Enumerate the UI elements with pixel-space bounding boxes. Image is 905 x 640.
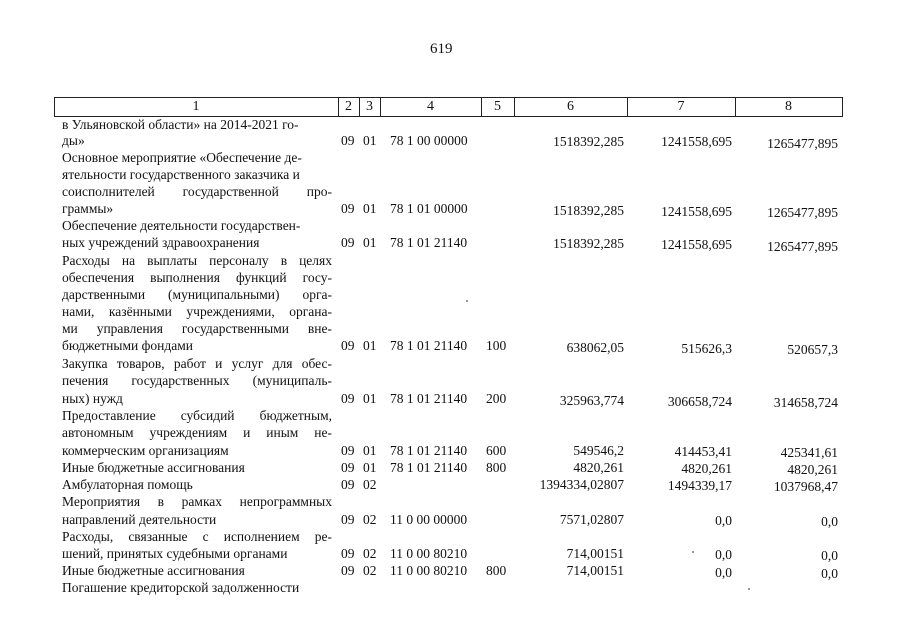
row-desc-line: соисполнителей государственной про-: [62, 184, 332, 199]
row-desc-line: Расходы, связанные с исполнением ре-: [62, 529, 332, 544]
row-code-target: 78 1 01 21140: [390, 391, 468, 406]
row-value-col6: 325963,774: [559, 393, 624, 408]
row-desc-line: бюджетными фондами: [62, 338, 193, 353]
row-desc-line: обеспечения выполнения функций госу-: [62, 270, 332, 285]
row-desc-line: шений, принятых судебными органами: [62, 546, 288, 561]
row-code-target: 11 0 00 80210: [390, 546, 468, 561]
row-value-col7: 1241558,695: [661, 134, 732, 149]
row-desc-line: Расходы на выплаты персоналу в целях: [62, 253, 332, 268]
row-desc-line: ми управления государственными вне-: [62, 321, 332, 336]
row-value-col8: 1265477,895: [767, 136, 838, 151]
row-value-col6: 638062,05: [566, 340, 624, 355]
row-code-expense-type: 200: [486, 391, 507, 406]
row-code-expense-type: 800: [486, 563, 507, 578]
row-desc-line: ды»: [62, 133, 85, 148]
row-code-section: 09: [341, 235, 355, 250]
scan-speck: [466, 300, 468, 302]
header-col-3: 3: [366, 99, 373, 114]
row-code-subsection: 01: [363, 235, 377, 250]
row-desc-line: коммерческим организациям: [62, 443, 229, 458]
row-value-col6: 1394334,02807: [539, 477, 624, 492]
row-desc-line: в Ульяновской области» на 2014-2021 го-: [62, 117, 299, 132]
row-desc-line: Погашение кредиторской задолженности: [62, 580, 300, 595]
row-desc-line: граммы»: [62, 201, 114, 216]
row-desc-line: нами, казёнными учреждениями, органа-: [62, 304, 332, 319]
row-desc-line: дарственными (муниципальными) орга-: [62, 287, 332, 302]
row-value-col7: 0,0: [715, 565, 732, 580]
row-value-col8: 4820,261: [787, 462, 838, 477]
row-code-section: 09: [341, 338, 355, 353]
row-value-col8: 425341,61: [780, 445, 838, 460]
row-code-section: 09: [341, 391, 355, 406]
row-code-subsection: 01: [363, 443, 377, 458]
row-value-col7: 414453,41: [674, 444, 732, 459]
row-code-target: 78 1 01 00000: [390, 201, 468, 216]
row-code-subsection: 01: [363, 391, 377, 406]
row-value-col7: 1241558,695: [661, 237, 732, 252]
row-code-section: 09: [341, 443, 355, 458]
row-desc-line: Основное мероприятие «Обеспечение де-: [62, 150, 302, 165]
row-value-col7: 4820,261: [681, 461, 732, 476]
row-value-col8: 0,0: [821, 566, 838, 581]
row-value-col6: 549546,2: [573, 443, 624, 458]
row-code-target: 78 1 00 00000: [390, 133, 468, 148]
row-value-col7: 0,0: [715, 547, 732, 562]
row-value-col8: 1265477,895: [767, 205, 838, 220]
row-code-target: 11 0 00 80210: [390, 563, 468, 578]
row-value-col8: 1265477,895: [767, 239, 838, 254]
row-value-col7: 1494339,17: [667, 478, 732, 493]
row-value-col6: 714,00151: [566, 563, 624, 578]
row-code-subsection: 01: [363, 133, 377, 148]
page-number: 619: [430, 41, 453, 57]
row-code-subsection: 01: [363, 460, 377, 475]
header-col-7: 7: [677, 99, 685, 114]
row-value-col6: 1518392,285: [553, 134, 624, 149]
row-desc-line: печения государственных (муниципаль-: [62, 373, 332, 388]
row-desc-line: Амбулаторная помощь: [62, 477, 193, 492]
row-desc-line: автономным учреждениям и иным не-: [62, 425, 332, 440]
row-code-subsection: 02: [363, 546, 377, 561]
row-code-section: 09: [341, 460, 355, 475]
row-code-expense-type: 100: [486, 338, 507, 353]
row-value-col6: 714,00151: [566, 546, 624, 561]
header-col-5: 5: [494, 99, 501, 114]
row-desc-line: ных учреждений здравоохранения: [62, 235, 260, 250]
row-code-subsection: 02: [363, 477, 377, 492]
row-desc-line: ных) нужд: [62, 391, 123, 406]
row-code-section: 09: [341, 477, 355, 492]
row-value-col6: 4820,261: [573, 460, 624, 475]
row-code-target: 78 1 01 21140: [390, 443, 468, 458]
row-value-col6: 1518392,285: [553, 203, 624, 218]
row-code-expense-type: 600: [486, 443, 507, 458]
row-value-col8: 0,0: [821, 514, 838, 529]
row-code-subsection: 02: [363, 563, 377, 578]
header-col-6: 6: [567, 99, 574, 114]
row-desc-line: Закупка товаров, работ и услуг для обес-: [62, 356, 332, 371]
row-code-target: 11 0 00 00000: [390, 512, 468, 527]
row-code-target: 78 1 01 21140: [390, 460, 468, 475]
header-col-8: 8: [785, 99, 792, 114]
row-code-section: 09: [341, 563, 355, 578]
header-col-1: 1: [192, 99, 200, 114]
header-col-2: 2: [345, 99, 352, 114]
row-value-col8: 520657,3: [787, 342, 838, 357]
row-code-section: 09: [341, 201, 355, 216]
row-code-section: 09: [341, 133, 355, 148]
row-desc-line: направлений деятельности: [62, 512, 217, 527]
header-col-4: 4: [427, 99, 434, 114]
row-value-col8: 1037968,47: [773, 479, 838, 494]
row-desc-line: ятельности государственного заказчика и: [62, 167, 300, 182]
row-value-col6: 7571,02807: [559, 512, 624, 527]
row-desc-line: Иные бюджетные ассигнования: [62, 563, 245, 578]
row-code-expense-type: 800: [486, 460, 507, 475]
row-value-col6: 1518392,285: [553, 236, 624, 251]
row-value-col7: 515626,3: [681, 341, 732, 356]
row-code-subsection: 01: [363, 338, 377, 353]
scan-speck: [748, 588, 750, 590]
row-code-section: 09: [341, 512, 355, 527]
row-value-col7: 1241558,695: [661, 204, 732, 219]
row-code-target: 78 1 01 21140: [390, 235, 468, 250]
row-value-col7: 306658,724: [667, 394, 732, 409]
scan-speck: [692, 551, 694, 553]
row-desc-line: Предоставление субсидий бюджетным,: [62, 408, 332, 423]
row-desc-line: Мероприятия в рамках непрограммных: [62, 494, 332, 509]
row-code-section: 09: [341, 546, 355, 561]
row-desc-line: Иные бюджетные ассигнования: [62, 460, 245, 475]
row-code-subsection: 01: [363, 201, 377, 216]
row-value-col8: 314658,724: [773, 395, 838, 410]
row-desc-line: Обеспечение деятельности государствен-: [62, 218, 301, 233]
row-value-col7: 0,0: [715, 513, 732, 528]
row-code-target: 78 1 01 21140: [390, 338, 468, 353]
row-code-subsection: 02: [363, 512, 377, 527]
row-value-col8: 0,0: [821, 548, 838, 563]
